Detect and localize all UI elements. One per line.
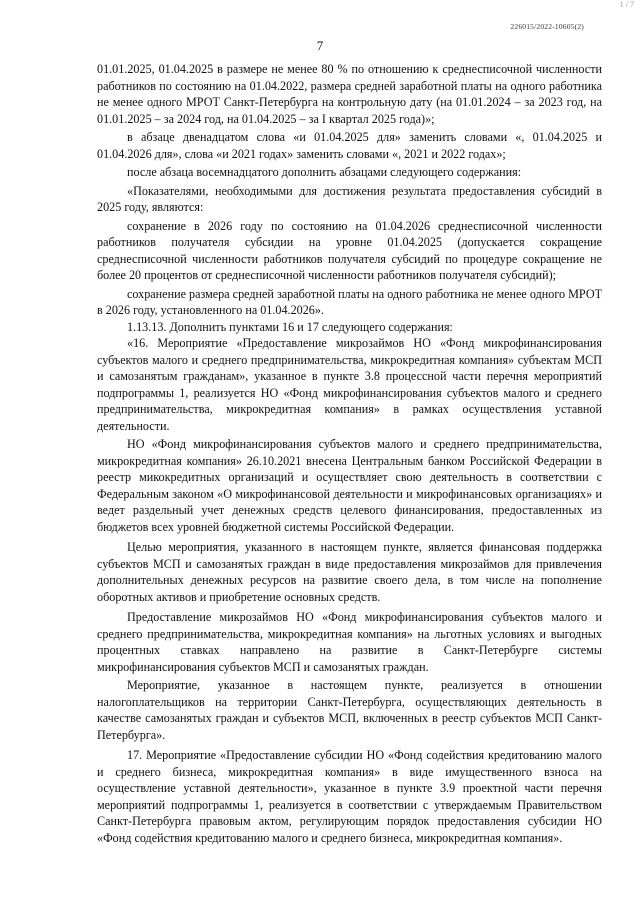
paragraph-continuation: 01.01.2025, 01.04.2025 в размере не менее 80 % по отношению к среднесписочной численности работников по состоянию на 01.04.2022, размера средней заработной платы на одного работника не менее одного МРОТ Санкт-Петербурга на контрольную дату (на 01.01.2024 – за 2023 год, на 01.01.2025 – за 2024 год, на 01.04.2025 – за I квартал 2025 года)»; — [97, 62, 602, 126]
paragraph-fund-registration: НО «Фонд микрофинансирования субъектов малого и среднего предпринимательства, микрокредитная компания» 26.10.2021 внесена Центральным банком Российской Федерации в реестр микокредитных организаций и осуществляет свою деятельность в соответствии с Федеральным законом «О микрофинансовой деятельности и микрофинансовых организациях» и ведет раздельный учет денежных средств целевого финансирования, предоставленных из бюджетов всех уровней бюджетной системы Российской Федерации. — [97, 437, 602, 534]
page-corner-mark: 1 / 7 — [619, 0, 634, 9]
document-body — [97, 61, 602, 846]
paragraph-item-16: «16. Мероприятие «Предоставление микрозаймов НО «Фонд микрофинансирования субъектов малого и среднего предпринимательства, микрокредитная компания» субъектам МСП и самозанятым гражданам», указанное в пункте 3.8 процессной части перечня мероприятий подпрограммы 1, реализуется НО «Фонд микрофинансирования субъектов малого и среднего предпринимательства, микрокредитная компания» в рамках осуществления уставной деятельности. — [97, 336, 602, 433]
paragraph-amendment-abzac-18: после абзаца восемнадцатого дополнить абзацами следующего содержания: — [127, 165, 522, 179]
paragraph-section-1-13-13: 1.13.13. Дополнить пунктами 16 и 17 следующего содержания: — [127, 319, 453, 334]
page-number: 7 — [316, 38, 324, 53]
paragraph-scope: Мероприятие, указанное в настоящем пункте, реализуется в отношении налогоплательщиков на территории Санкт-Петербурга, осуществляющих деятельность в качестве самозанятых граждан и субъектов МСП, включенных в реестр субъектов МСП Санкт-Петербурга». — [97, 678, 602, 742]
paragraph-indicators-intro: «Показателями, необходимыми для достижения результата предоставления субсидий в 2025 году, являются: — [97, 183, 602, 214]
document-registration-number: 226015/2022-10605(2) — [510, 22, 584, 31]
paragraph-indicator-headcount: сохранение в 2026 году по состоянию на 01.04.2026 среднесписочной численности работников получателя субсидии на уровне 01.04.2025 (допускается сокращение среднесписочной численности работников получателя субсидий по процедуре сокращение не более 20 процентов от среднесписочной численности работников получателя субсидий); — [97, 218, 602, 282]
paragraph-microloans: Предоставление микрозаймов НО «Фонд микрофинансирования субъектов малого и среднего предпринимательства, микрокредитная компания» на льготных условиях и выгодных процентных ставках направлено на развитие в Санкт-Петербурге системы микрофинансирования субъектов МСП и самозанятых граждан. — [97, 610, 602, 674]
paragraph-indicator-salary: сохранение размера средней заработной платы на одного работника не менее одного МРОТ в 2026 году, установленного на 01.04.2026». — [97, 286, 602, 317]
paragraph-goal: Целью мероприятия, указанного в настоящем пункте, является финансовая поддержка субъектов МСП и самозанятых граждан в виде предоставления микрозаймов для привлечения дополнительных денежных ресурсов на развитие своего дела, в том числе на пополнение оборотных активов и приобретение основных средств. — [97, 540, 602, 604]
paragraph-item-17: 17. Мероприятие «Предоставление субсидии НО «Фонд содействия кредитованию малого и среднего бизнеса, микрокредитная компания» в виде имущественного взноса на осуществление уставной деятельности», указанное в пункте 3.9 проектной части перечня мероприятий подпрограммы 1, реализуется в соответствии с утверждаемым Правительством Санкт-Петербурга правовым актом, регулирующим порядок предоставления субсидии НО «Фонд содействия кредитованию малого и среднего бизнеса, микрокредитная компания». — [97, 748, 602, 845]
paragraph-amendment-abzac-12: в абзаце двенадцатом слова «и 01.04.2025 для» заменить словами «, 01.04.2025 и 01.04.2026 для», слова «и 2021 годах» заменить словами «, 2021 и 2022 годах»; — [97, 130, 602, 161]
